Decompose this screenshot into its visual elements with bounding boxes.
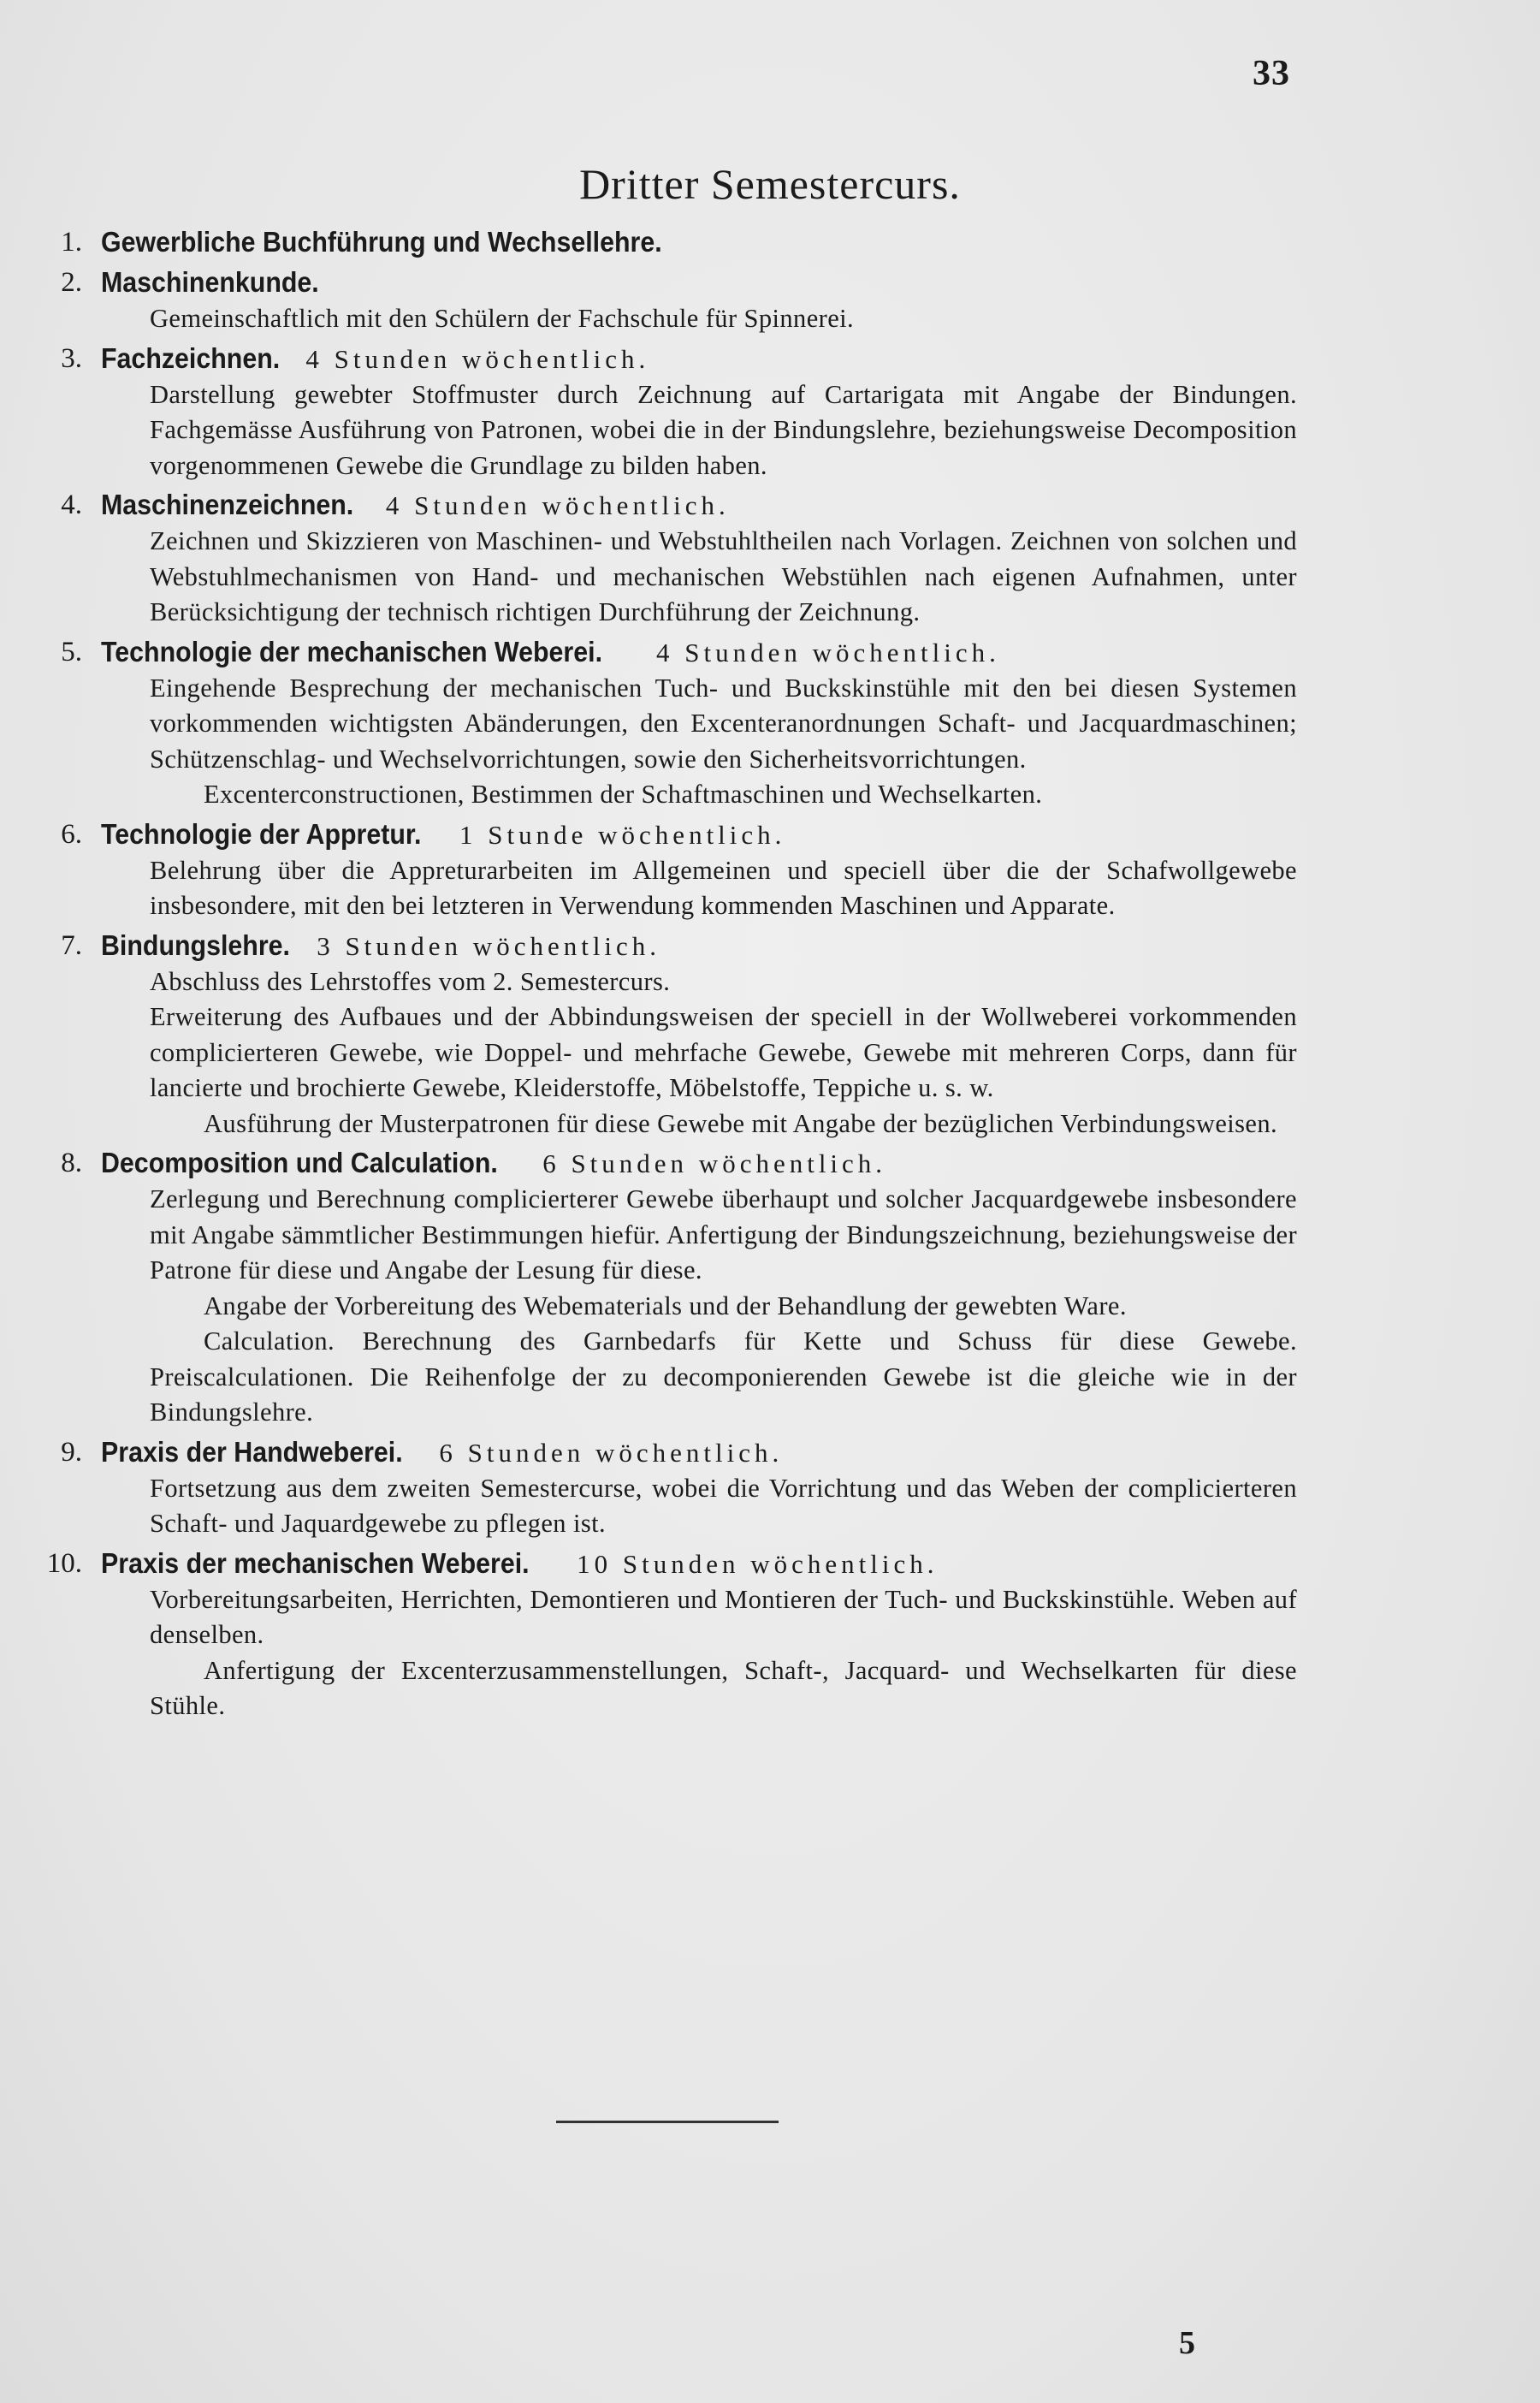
course-title: Praxis der Handweberei. xyxy=(101,1435,403,1468)
course-description: Vorbereitungsarbeiten, Herrichten, Demontieren und Montieren der Tuch- und Buckskinstühle. Weben auf denselben. xyxy=(150,1584,1297,1649)
course-description: Erweiterung des Aufbaues und der Abbindungsweisen der speciell in der Wollweberei vorkommenden complicierteren Gewebe, wie Doppel- und mehrfache Gewebe, Gewebe mit mehreren Corps, dann für lancierte und brochierte Gewebe, Kleiderstoffe, Möbelstoffe, Teppiche u. s. w. xyxy=(150,1002,1297,1102)
course-hours: 10 Stunden wöchentlich. xyxy=(577,1548,939,1579)
course-item xyxy=(26,1145,1297,1431)
course-hours: 1 Stunde wöchentlich. xyxy=(459,819,786,850)
course-number: 2. xyxy=(61,267,82,298)
course-number: 5. xyxy=(61,636,82,668)
course-title: Decomposition und Calculation. xyxy=(101,1147,498,1178)
course-title: Bindungslehre. xyxy=(101,929,290,961)
course-description: Zerlegung und Berechnung complicierterer Gewebe überhaupt und solcher Jacquardgewebe insbesondere mit Angabe sämmtlicher Bestimmungen hiefür. Anfertigung der Bindungszeichnung, beziehungsweise der Patrone für diese und Angabe der Lesung für diese. xyxy=(150,1184,1297,1285)
course-heading xyxy=(26,1434,1297,1471)
course-number: 4. xyxy=(61,490,82,520)
course-description: Darstellung gewebter Stoffmuster durch Zeichnung auf Cartarigata mit Angabe der Bindungen. Fachgemässe Ausführung von Patronen, wobei die in der Bindungslehre, beziehungsweise Decomposition vorgenommenen Gewebe die Grundlage zu bilden haben. xyxy=(150,379,1297,480)
course-heading xyxy=(26,1145,1297,1182)
course-number: 10. xyxy=(46,1547,82,1579)
course-number: 3. xyxy=(61,342,82,374)
course-description: Excenterconstructionen, Bestimmen der Schaftmaschinen und Wechselkarten. xyxy=(204,780,1043,809)
course-number: 8. xyxy=(61,1148,82,1178)
course-hours: 6 Stunden wöchentlich. xyxy=(542,1148,887,1178)
course-title: Technologie der Appretur. xyxy=(101,817,422,850)
course-description: Ausführung der Musterpatronen für diese Gewebe mit Angabe der bezüglichen Verbindungsweisen. xyxy=(204,1108,1278,1138)
course-item xyxy=(26,264,1297,337)
course-description: Angabe der Vorbereitung des Webematerials und der Behandlung der gewebten Ware. xyxy=(204,1290,1127,1320)
course-item xyxy=(26,634,1297,813)
course-heading xyxy=(26,1546,1297,1582)
course-number: 7. xyxy=(61,929,82,961)
course-title: Maschinenzeichnen. xyxy=(101,489,354,520)
course-description: Eingehende Besprechung der mechanischen Tuch- und Buckskinstühle mit den bei diesen Systemen vorkommenden wichtigsten Abänderungen, den Excenteranordnungen Schaft- und Jacquardmaschinen; Schützenschlag- und Wechselvorrichtungen, sowie den Sicherheitsvorrichtungen. xyxy=(150,673,1297,774)
closing-rule xyxy=(556,2121,779,2123)
course-title: Technologie der mechanischen Weberei. xyxy=(101,635,603,668)
course-description: Gemeinschaftlich mit den Schülern der Fachschule für Spinnerei. xyxy=(150,304,855,333)
course-heading xyxy=(26,634,1297,671)
course-item xyxy=(26,1434,1297,1542)
course-heading xyxy=(26,224,1297,261)
course-number: 6. xyxy=(61,818,82,850)
course-item xyxy=(26,487,1297,631)
course-description: Abschluss des Lehrstoffes vom 2. Semestercurs. xyxy=(150,966,671,996)
course-heading xyxy=(26,928,1297,964)
course-number: 9. xyxy=(61,1436,82,1468)
course-item xyxy=(26,1546,1297,1724)
course-description: Anfertigung der Excenterzusammenstellungen, Schaft-, Jacquard- und Wechselkarten für diese Stühle. xyxy=(150,1655,1297,1720)
course-description: Belehrung über die Appreturarbeiten im Allgemeinen und speciell über die der Schafwollgewebe insbesondere, mit den bei letzteren in Verwendung kommenden Maschinen und Apparate. xyxy=(150,855,1297,920)
course-description: Fortsetzung aus dem zweiten Semestercurse, wobei die Vorrichtung und das Weben der complicierteren Schaft- und Jaquardgewebe zu pflegen ist. xyxy=(150,1473,1297,1538)
course-hours: 4 Stunden wöchentlich. xyxy=(655,637,1000,668)
course-hours: 4 Stunden wöchentlich. xyxy=(305,343,650,374)
course-hours: 4 Stunden wöchentlich. xyxy=(385,490,730,520)
course-title: Praxis der mechanischen Weberei. xyxy=(101,1546,530,1579)
course-hours: 6 Stunden wöchentlich. xyxy=(439,1437,784,1468)
course-item xyxy=(26,816,1297,924)
course-item xyxy=(26,341,1297,484)
course-hours: 3 Stunden wöchentlich. xyxy=(317,930,661,961)
page-number: 33 xyxy=(1253,54,1290,93)
course-item xyxy=(26,928,1297,1142)
course-heading xyxy=(26,487,1297,524)
course-title: Fachzeichnen. xyxy=(101,341,281,374)
course-description: Zeichnen und Skizzieren von Maschinen- und Webstuhltheilen nach Vorlagen. Zeichnen von solchen und Webstuhlmechanismen von Hand- und mechanischen Webstühlen nach eigenen Aufnahmen, unter Berücksichtigung der technisch richtigen Durchführung der Zeichnung. xyxy=(150,526,1297,626)
course-description: Calculation. Berechnung des Garnbedarfs für Kette und Schuss für diese Gewebe. Preiscalculationen. Die Reihenfolge der zu decomponierenden Gewebe ist die gleiche wie in der Bindungslehre. xyxy=(150,1326,1297,1427)
course-heading xyxy=(26,264,1297,301)
course-item xyxy=(26,224,1297,261)
course-title: Maschinenkunde. xyxy=(101,266,319,298)
course-title: Gewerbliche Buchführung und Wechsellehre. xyxy=(101,226,662,258)
course-number: 1. xyxy=(61,227,82,258)
course-list xyxy=(26,224,1297,1728)
signature-mark: 5 xyxy=(1179,2325,1195,2361)
section-heading: Dritter Semestercurs. xyxy=(579,160,961,208)
course-heading xyxy=(26,341,1297,377)
course-heading xyxy=(26,816,1297,853)
